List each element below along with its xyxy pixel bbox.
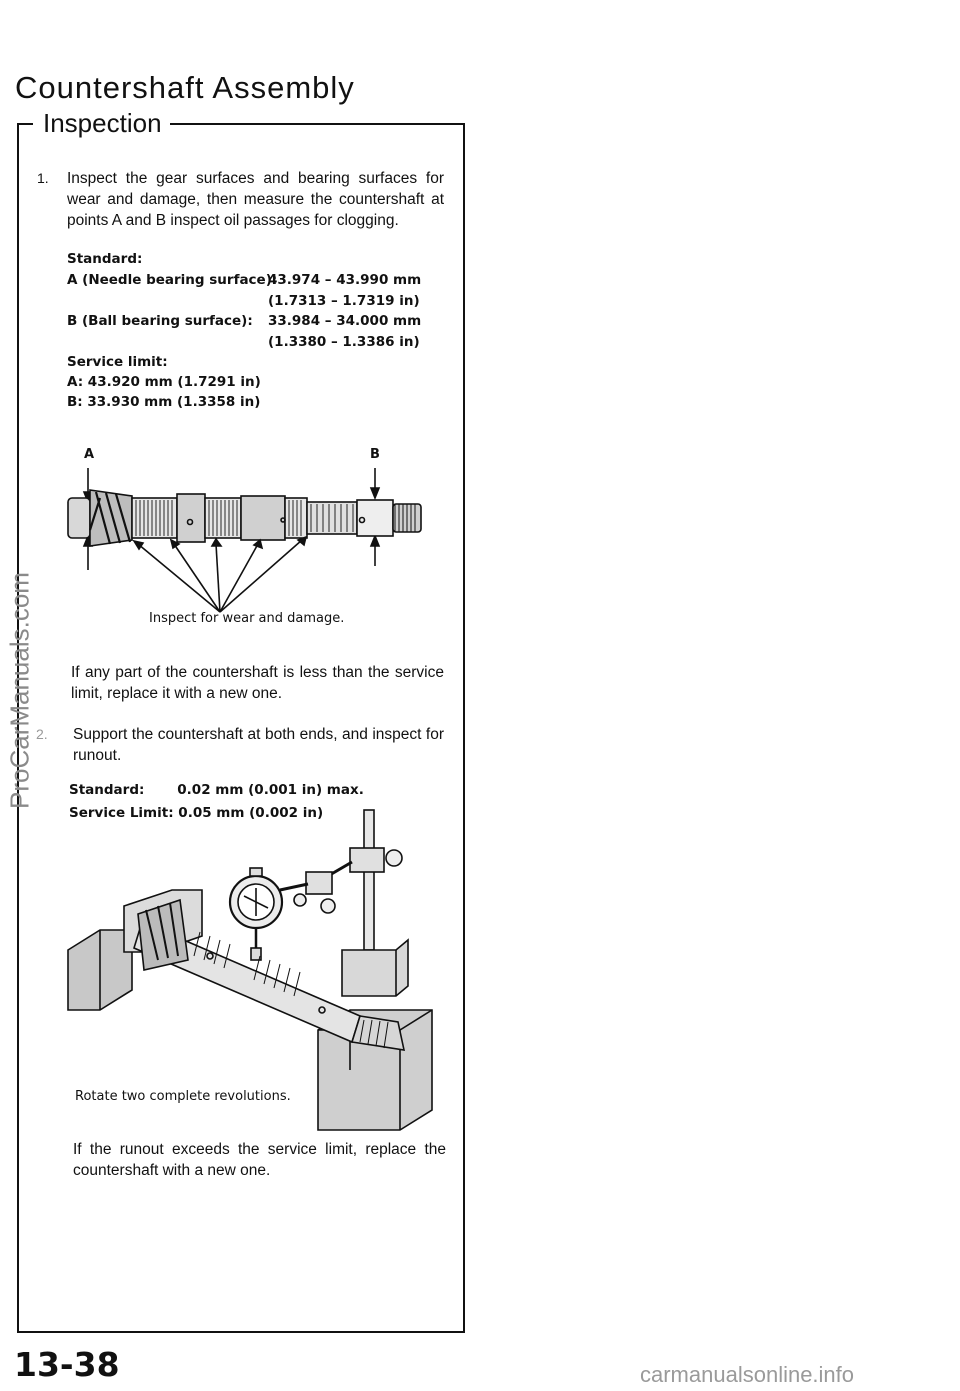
spec-a-value-mm: 43.974 – 43.990 mm — [268, 272, 422, 288]
service-limit-heading: Service limit: — [67, 354, 168, 370]
spec-a-value-in: (1.7313 – 1.7319 in) — [268, 293, 420, 309]
note-1-text: If any part of the countershaft is less than the service limit, replace it with a new one. — [71, 664, 444, 702]
step-2-number: 2. — [36, 726, 48, 742]
step-1-text: Inspect the gear surfaces and bearing surfaces for wear and damage, then measure the countershaft at points A and B inspect oil passages for clogging. — [67, 170, 444, 229]
runout-service-limit: Service Limit: 0.05 mm (0.002 in) — [69, 805, 324, 821]
page-title: Countershaft Assembly — [15, 70, 355, 105]
bottom-watermark: carmanualsonline.info — [640, 1362, 855, 1387]
page-number: 13-38 — [14, 1345, 120, 1384]
section-title: Inspection — [43, 108, 162, 138]
runout-check-diagram — [60, 810, 460, 1120]
service-limit-b: B: 33.930 mm (1.3358 in) — [67, 394, 261, 410]
figure-1-caption: Inspect for wear and damage. — [149, 611, 345, 626]
spec-b-value-in: (1.3380 – 1.3386 in) — [268, 334, 420, 350]
point-a-label: A — [84, 447, 95, 462]
spec-b-label: B (Ball bearing surface): — [67, 313, 253, 329]
standard-heading: Standard: — [67, 251, 143, 267]
step-2-text: Support the countershaft at both ends, and inspect for runout. — [73, 726, 444, 764]
spec-b-value-mm: 33.984 – 34.000 mm — [268, 313, 422, 329]
step-1-number: 1. — [37, 170, 49, 186]
note-2-text: If the runout exceeds the service limit, replace the countershaft with a new one. — [73, 1141, 446, 1179]
countershaft-diagram — [40, 440, 480, 640]
service-limit-a: A: 43.920 mm (1.7291 in) — [67, 374, 261, 390]
frame-top-right-line — [170, 123, 465, 125]
point-b-label: B — [370, 447, 380, 462]
runout-standard: Standard: 0.02 mm (0.001 in) max. — [69, 782, 364, 798]
spec-a-label: A (Needle bearing surface): — [67, 272, 278, 288]
figure-2-caption: Rotate two complete revolutions. — [75, 1089, 291, 1104]
frame-top-left-line — [17, 123, 33, 125]
side-watermark: ProCarManuals.com — [4, 572, 35, 809]
